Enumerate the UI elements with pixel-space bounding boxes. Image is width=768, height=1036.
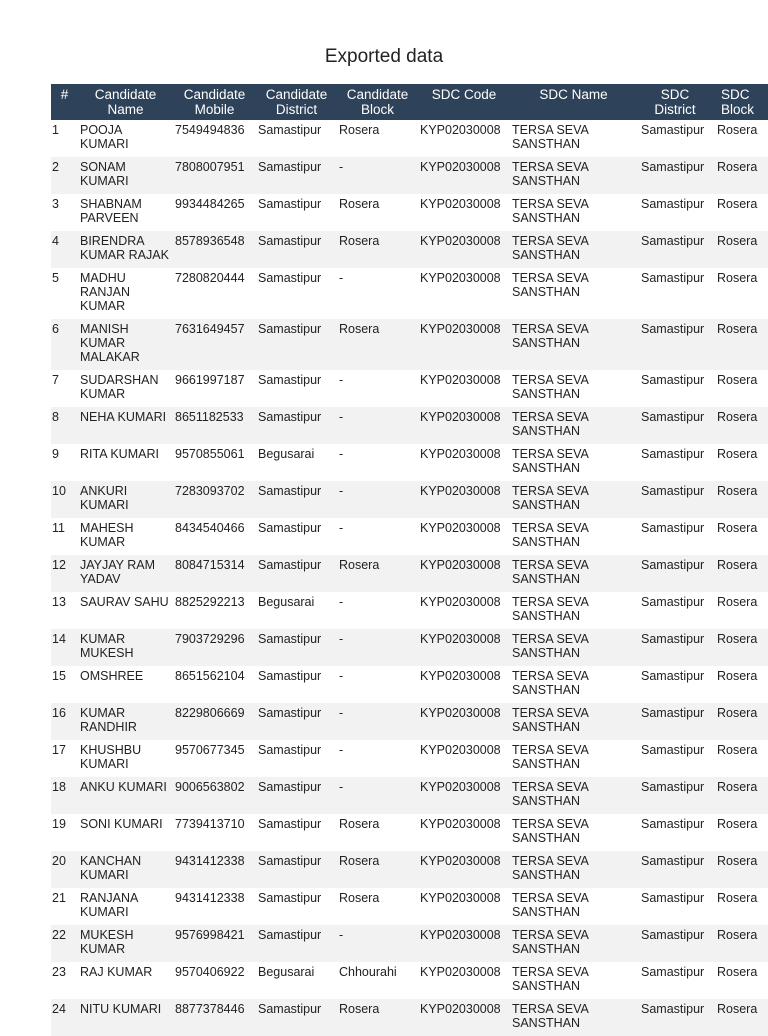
cell-candidate-mobile: 8825292213	[173, 592, 256, 629]
cell-candidate-mobile: 9661997187	[173, 370, 256, 407]
cell-sdc-name: TERSA SEVA SANSTHAN	[510, 999, 637, 1036]
cell-sdc-code: KYP02030008	[418, 194, 510, 231]
table-body	[51, 120, 768, 1036]
table-row	[51, 703, 768, 740]
cell-candidate-name: BIRENDRA KUMAR RAJAK	[78, 231, 173, 268]
cell-candidate-mobile: 8651562104	[173, 666, 256, 703]
cell-sdc-district: Samastipur	[637, 592, 713, 629]
cell-sdc-name: TERSA SEVA SANSTHAN	[510, 120, 637, 157]
table-row	[51, 407, 768, 444]
cell-sdc-code: KYP02030008	[418, 319, 510, 370]
cell-sdc-name: TERSA SEVA SANSTHAN	[510, 851, 637, 888]
cell-row-index: 16	[51, 703, 78, 740]
cell-sdc-name: TERSA SEVA SANSTHAN	[510, 666, 637, 703]
table-row	[51, 777, 768, 814]
col-header-sdc-code: SDC Code	[418, 84, 510, 120]
cell-candidate-name: MADHU RANJAN KUMAR	[78, 268, 173, 319]
cell-candidate-mobile: 7549494836	[173, 120, 256, 157]
cell-sdc-name: TERSA SEVA SANSTHAN	[510, 740, 637, 777]
cell-sdc-block: Rosera	[713, 194, 768, 231]
col-header-sdc-district: SDC District	[637, 84, 713, 120]
cell-sdc-district: Samastipur	[637, 814, 713, 851]
cell-candidate-district: Samastipur	[256, 319, 337, 370]
table-row	[51, 194, 768, 231]
cell-sdc-district: Samastipur	[637, 194, 713, 231]
cell-candidate-block: -	[337, 407, 418, 444]
cell-candidate-district: Begusarai	[256, 592, 337, 629]
data-table-container	[51, 84, 768, 1036]
cell-sdc-district: Samastipur	[637, 268, 713, 319]
cell-row-index: 8	[51, 407, 78, 444]
cell-sdc-name: TERSA SEVA SANSTHAN	[510, 370, 637, 407]
table-row	[51, 268, 768, 319]
table-row	[51, 444, 768, 481]
cell-sdc-code: KYP02030008	[418, 157, 510, 194]
cell-sdc-code: KYP02030008	[418, 231, 510, 268]
cell-candidate-block: Rosera	[337, 194, 418, 231]
cell-candidate-name: NITU KUMARI	[78, 999, 173, 1036]
cell-sdc-name: TERSA SEVA SANSTHAN	[510, 194, 637, 231]
cell-sdc-district: Samastipur	[637, 703, 713, 740]
table-row	[51, 888, 768, 925]
cell-candidate-district: Samastipur	[256, 194, 337, 231]
cell-candidate-block: Rosera	[337, 999, 418, 1036]
cell-sdc-block: Rosera	[713, 268, 768, 319]
cell-sdc-block: Rosera	[713, 999, 768, 1036]
col-header-sdc-block: SDC Block	[713, 84, 768, 120]
cell-candidate-mobile: 8877378446	[173, 999, 256, 1036]
cell-row-index: 17	[51, 740, 78, 777]
cell-candidate-district: Samastipur	[256, 268, 337, 319]
cell-candidate-mobile: 9570855061	[173, 444, 256, 481]
cell-sdc-block: Rosera	[713, 703, 768, 740]
cell-candidate-name: JAYJAY RAM YADAV	[78, 555, 173, 592]
cell-sdc-code: KYP02030008	[418, 268, 510, 319]
cell-candidate-mobile: 8084715314	[173, 555, 256, 592]
col-header-candidate-district: Candidate District	[256, 84, 337, 120]
cell-candidate-name: SAURAV SAHU	[78, 592, 173, 629]
cell-candidate-district: Samastipur	[256, 120, 337, 157]
cell-candidate-name: KHUSHBU KUMARI	[78, 740, 173, 777]
cell-candidate-name: ANKURI KUMARI	[78, 481, 173, 518]
cell-sdc-code: KYP02030008	[418, 120, 510, 157]
table-row	[51, 999, 768, 1036]
cell-candidate-district: Samastipur	[256, 666, 337, 703]
cell-sdc-code: KYP02030008	[418, 999, 510, 1036]
cell-candidate-name: RITA KUMARI	[78, 444, 173, 481]
cell-sdc-name: TERSA SEVA SANSTHAN	[510, 444, 637, 481]
cell-candidate-block: Rosera	[337, 888, 418, 925]
cell-candidate-district: Begusarai	[256, 962, 337, 999]
table-row	[51, 851, 768, 888]
cell-sdc-name: TERSA SEVA SANSTHAN	[510, 157, 637, 194]
cell-sdc-name: TERSA SEVA SANSTHAN	[510, 231, 637, 268]
exported-data-table	[51, 84, 768, 1036]
cell-candidate-district: Samastipur	[256, 703, 337, 740]
cell-candidate-district: Samastipur	[256, 407, 337, 444]
cell-candidate-name: KANCHAN KUMARI	[78, 851, 173, 888]
cell-candidate-block: -	[337, 370, 418, 407]
cell-candidate-block: -	[337, 444, 418, 481]
cell-sdc-code: KYP02030008	[418, 444, 510, 481]
cell-row-index: 21	[51, 888, 78, 925]
cell-candidate-name: RAJ KUMAR	[78, 962, 173, 999]
cell-sdc-block: Rosera	[713, 851, 768, 888]
table-row	[51, 518, 768, 555]
cell-sdc-name: TERSA SEVA SANSTHAN	[510, 703, 637, 740]
cell-sdc-block: Rosera	[713, 518, 768, 555]
cell-sdc-name: TERSA SEVA SANSTHAN	[510, 481, 637, 518]
cell-candidate-district: Samastipur	[256, 157, 337, 194]
cell-candidate-mobile: 9576998421	[173, 925, 256, 962]
cell-candidate-district: Samastipur	[256, 518, 337, 555]
cell-sdc-block: Rosera	[713, 319, 768, 370]
cell-candidate-name: MUKESH KUMAR	[78, 925, 173, 962]
cell-row-index: 12	[51, 555, 78, 592]
cell-row-index: 23	[51, 962, 78, 999]
cell-candidate-block: -	[337, 157, 418, 194]
cell-candidate-mobile: 7280820444	[173, 268, 256, 319]
cell-candidate-block: Rosera	[337, 319, 418, 370]
cell-sdc-district: Samastipur	[637, 851, 713, 888]
table-row	[51, 925, 768, 962]
cell-candidate-block: -	[337, 777, 418, 814]
cell-sdc-code: KYP02030008	[418, 481, 510, 518]
cell-row-index: 13	[51, 592, 78, 629]
table-row	[51, 319, 768, 370]
cell-candidate-block: Rosera	[337, 814, 418, 851]
cell-sdc-block: Rosera	[713, 407, 768, 444]
cell-sdc-district: Samastipur	[637, 444, 713, 481]
cell-candidate-name: KUMAR MUKESH	[78, 629, 173, 666]
cell-sdc-code: KYP02030008	[418, 629, 510, 666]
cell-candidate-district: Samastipur	[256, 851, 337, 888]
cell-row-index: 3	[51, 194, 78, 231]
cell-row-index: 4	[51, 231, 78, 268]
cell-sdc-name: TERSA SEVA SANSTHAN	[510, 629, 637, 666]
table-row	[51, 814, 768, 851]
table-row	[51, 231, 768, 268]
cell-sdc-block: Rosera	[713, 740, 768, 777]
cell-candidate-block: -	[337, 481, 418, 518]
cell-sdc-name: TERSA SEVA SANSTHAN	[510, 518, 637, 555]
cell-row-index: 20	[51, 851, 78, 888]
cell-row-index: 18	[51, 777, 78, 814]
cell-sdc-district: Samastipur	[637, 120, 713, 157]
col-header-candidate-name: Candidate Name	[78, 84, 173, 120]
cell-candidate-mobile: 9570677345	[173, 740, 256, 777]
cell-sdc-district: Samastipur	[637, 777, 713, 814]
cell-candidate-block: -	[337, 925, 418, 962]
col-header-candidate-block: Candidate Block	[337, 84, 418, 120]
cell-candidate-name: NEHA KUMARI	[78, 407, 173, 444]
cell-candidate-mobile: 9934484265	[173, 194, 256, 231]
cell-candidate-name: SONI KUMARI	[78, 814, 173, 851]
cell-candidate-name: SONAM KUMARI	[78, 157, 173, 194]
cell-sdc-block: Rosera	[713, 814, 768, 851]
cell-sdc-district: Samastipur	[637, 629, 713, 666]
cell-candidate-name: POOJA KUMARI	[78, 120, 173, 157]
cell-candidate-district: Samastipur	[256, 629, 337, 666]
cell-sdc-code: KYP02030008	[418, 592, 510, 629]
col-header-index: #	[51, 84, 78, 120]
cell-candidate-block: Rosera	[337, 120, 418, 157]
table-row	[51, 629, 768, 666]
cell-sdc-name: TERSA SEVA SANSTHAN	[510, 925, 637, 962]
col-header-sdc-name: SDC Name	[510, 84, 637, 120]
cell-sdc-district: Samastipur	[637, 407, 713, 444]
cell-sdc-code: KYP02030008	[418, 407, 510, 444]
cell-sdc-code: KYP02030008	[418, 888, 510, 925]
cell-candidate-district: Samastipur	[256, 481, 337, 518]
cell-sdc-block: Rosera	[713, 231, 768, 268]
table-header-row	[51, 84, 768, 120]
cell-row-index: 24	[51, 999, 78, 1036]
cell-sdc-block: Rosera	[713, 555, 768, 592]
cell-sdc-name: TERSA SEVA SANSTHAN	[510, 777, 637, 814]
cell-row-index: 11	[51, 518, 78, 555]
cell-candidate-district: Samastipur	[256, 777, 337, 814]
cell-sdc-name: TERSA SEVA SANSTHAN	[510, 319, 637, 370]
cell-candidate-mobile: 8229806669	[173, 703, 256, 740]
cell-sdc-code: KYP02030008	[418, 777, 510, 814]
cell-sdc-name: TERSA SEVA SANSTHAN	[510, 592, 637, 629]
cell-candidate-name: SHABNAM PARVEEN	[78, 194, 173, 231]
cell-sdc-district: Samastipur	[637, 740, 713, 777]
cell-row-index: 19	[51, 814, 78, 851]
cell-sdc-code: KYP02030008	[418, 851, 510, 888]
cell-candidate-district: Samastipur	[256, 999, 337, 1036]
cell-sdc-block: Rosera	[713, 444, 768, 481]
cell-row-index: 5	[51, 268, 78, 319]
cell-sdc-name: TERSA SEVA SANSTHAN	[510, 888, 637, 925]
cell-candidate-block: -	[337, 703, 418, 740]
cell-sdc-block: Rosera	[713, 481, 768, 518]
cell-sdc-name: TERSA SEVA SANSTHAN	[510, 407, 637, 444]
cell-row-index: 10	[51, 481, 78, 518]
cell-candidate-name: KUMAR RANDHIR	[78, 703, 173, 740]
cell-row-index: 7	[51, 370, 78, 407]
cell-candidate-district: Begusarai	[256, 444, 337, 481]
cell-sdc-block: Rosera	[713, 120, 768, 157]
cell-sdc-district: Samastipur	[637, 370, 713, 407]
cell-sdc-block: Rosera	[713, 666, 768, 703]
cell-sdc-code: KYP02030008	[418, 740, 510, 777]
cell-sdc-district: Samastipur	[637, 518, 713, 555]
table-row	[51, 555, 768, 592]
cell-sdc-district: Samastipur	[637, 666, 713, 703]
cell-sdc-block: Rosera	[713, 925, 768, 962]
cell-candidate-mobile: 9431412338	[173, 851, 256, 888]
cell-sdc-district: Samastipur	[637, 888, 713, 925]
cell-sdc-name: TERSA SEVA SANSTHAN	[510, 962, 637, 999]
cell-row-index: 15	[51, 666, 78, 703]
cell-candidate-block: Rosera	[337, 231, 418, 268]
cell-candidate-block: Rosera	[337, 555, 418, 592]
cell-candidate-mobile: 8578936548	[173, 231, 256, 268]
cell-candidate-mobile: 8434540466	[173, 518, 256, 555]
cell-row-index: 1	[51, 120, 78, 157]
cell-sdc-code: KYP02030008	[418, 518, 510, 555]
cell-candidate-district: Samastipur	[256, 231, 337, 268]
cell-candidate-block: -	[337, 629, 418, 666]
cell-sdc-code: KYP02030008	[418, 703, 510, 740]
cell-sdc-block: Rosera	[713, 629, 768, 666]
cell-sdc-district: Samastipur	[637, 231, 713, 268]
cell-candidate-mobile: 7903729296	[173, 629, 256, 666]
cell-sdc-block: Rosera	[713, 888, 768, 925]
cell-sdc-district: Samastipur	[637, 925, 713, 962]
cell-candidate-mobile: 7283093702	[173, 481, 256, 518]
cell-sdc-code: KYP02030008	[418, 370, 510, 407]
cell-sdc-block: Rosera	[713, 157, 768, 194]
cell-candidate-mobile: 7631649457	[173, 319, 256, 370]
cell-candidate-mobile: 8651182533	[173, 407, 256, 444]
cell-candidate-name: SUDARSHAN KUMAR	[78, 370, 173, 407]
cell-candidate-mobile: 9431412338	[173, 888, 256, 925]
cell-candidate-name: OMSHREE	[78, 666, 173, 703]
table-row	[51, 157, 768, 194]
cell-row-index: 6	[51, 319, 78, 370]
cell-sdc-block: Rosera	[713, 592, 768, 629]
cell-candidate-name: MAHESH KUMAR	[78, 518, 173, 555]
cell-sdc-district: Samastipur	[637, 555, 713, 592]
cell-candidate-name: RANJANA KUMARI	[78, 888, 173, 925]
cell-sdc-code: KYP02030008	[418, 814, 510, 851]
cell-candidate-name: ANKU KUMARI	[78, 777, 173, 814]
cell-sdc-block: Rosera	[713, 370, 768, 407]
cell-sdc-name: TERSA SEVA SANSTHAN	[510, 555, 637, 592]
cell-sdc-district: Samastipur	[637, 962, 713, 999]
cell-candidate-block: -	[337, 268, 418, 319]
cell-sdc-district: Samastipur	[637, 319, 713, 370]
cell-sdc-district: Samastipur	[637, 157, 713, 194]
table-row	[51, 370, 768, 407]
cell-sdc-code: KYP02030008	[418, 962, 510, 999]
cell-candidate-block: Chhourahi	[337, 962, 418, 999]
cell-sdc-block: Rosera	[713, 777, 768, 814]
page-title: Exported data	[324, 46, 444, 67]
cell-row-index: 14	[51, 629, 78, 666]
cell-candidate-district: Samastipur	[256, 888, 337, 925]
col-header-candidate-mobile: Candidate Mobile	[173, 84, 256, 120]
cell-sdc-code: KYP02030008	[418, 925, 510, 962]
cell-candidate-mobile: 7739413710	[173, 814, 256, 851]
table-row	[51, 592, 768, 629]
table-row	[51, 120, 768, 157]
table-row	[51, 481, 768, 518]
cell-candidate-mobile: 7808007951	[173, 157, 256, 194]
cell-sdc-code: KYP02030008	[418, 555, 510, 592]
cell-candidate-district: Samastipur	[256, 814, 337, 851]
cell-candidate-mobile: 9006563802	[173, 777, 256, 814]
cell-candidate-district: Samastipur	[256, 740, 337, 777]
cell-candidate-block: -	[337, 740, 418, 777]
cell-sdc-district: Samastipur	[637, 481, 713, 518]
cell-candidate-block: -	[337, 518, 418, 555]
cell-candidate-district: Samastipur	[256, 555, 337, 592]
cell-row-index: 9	[51, 444, 78, 481]
cell-candidate-block: -	[337, 592, 418, 629]
table-row	[51, 962, 768, 999]
cell-candidate-district: Samastipur	[256, 925, 337, 962]
table-row	[51, 666, 768, 703]
cell-candidate-block: Rosera	[337, 851, 418, 888]
cell-sdc-district: Samastipur	[637, 999, 713, 1036]
cell-candidate-block: -	[337, 666, 418, 703]
cell-row-index: 2	[51, 157, 78, 194]
cell-sdc-code: KYP02030008	[418, 666, 510, 703]
cell-row-index: 22	[51, 925, 78, 962]
cell-candidate-name: MANISH KUMAR MALAKAR	[78, 319, 173, 370]
cell-sdc-name: TERSA SEVA SANSTHAN	[510, 814, 637, 851]
cell-sdc-block: Rosera	[713, 962, 768, 999]
table-row	[51, 740, 768, 777]
cell-sdc-name: TERSA SEVA SANSTHAN	[510, 268, 637, 319]
cell-candidate-mobile: 9570406922	[173, 962, 256, 999]
cell-candidate-district: Samastipur	[256, 370, 337, 407]
